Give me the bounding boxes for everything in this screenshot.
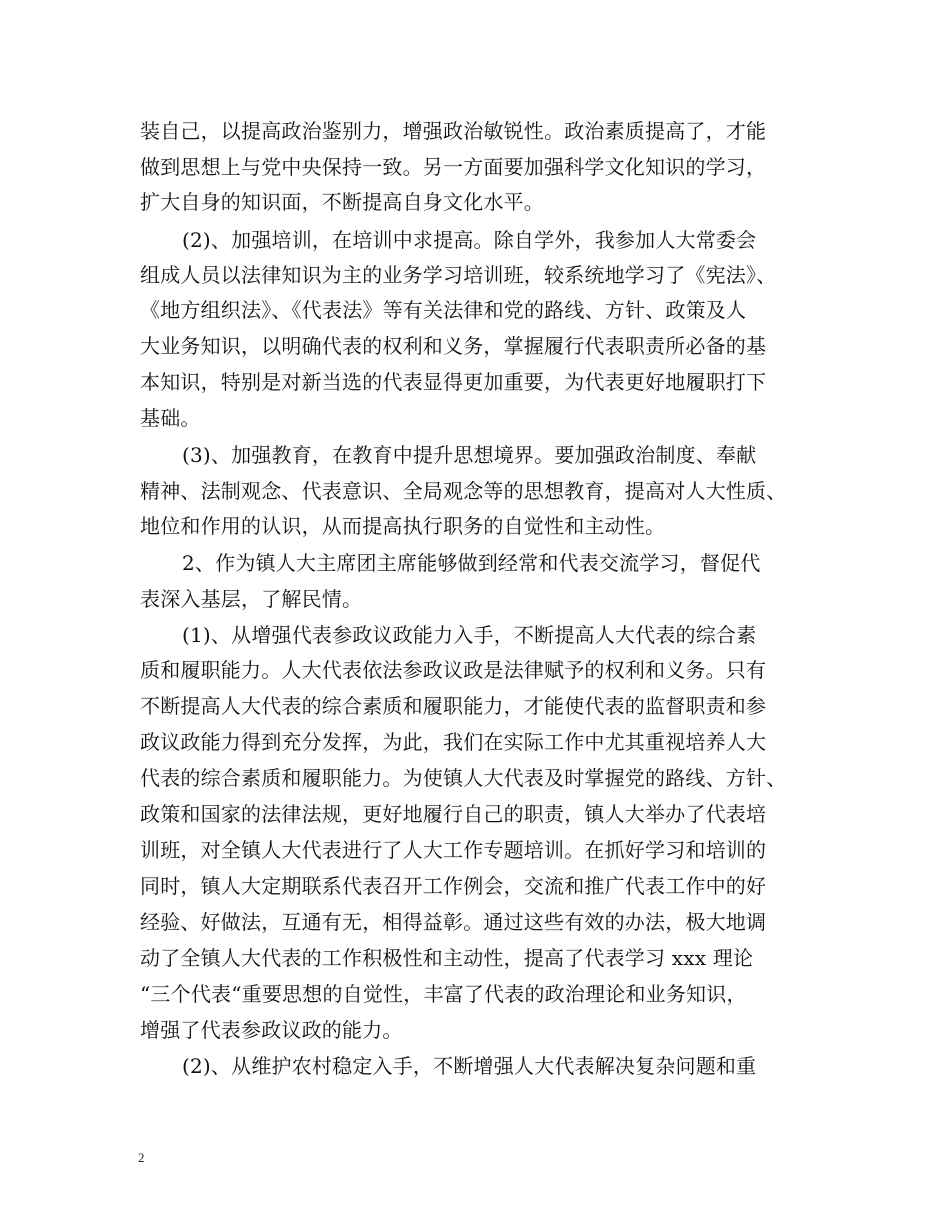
text-line: (1)、从增强代表参政议政能力入手，不断提高人大代表的综合素 — [182, 623, 757, 647]
text-line: (2)、从维护农村稳定入手，不断增强人大代表解决复杂问题和重 — [182, 1054, 757, 1078]
page-number: 2 — [138, 1150, 145, 1165]
text-line: 本知识，特别是对新当选的代表显得更加重要，为代表更好地履职打下 — [140, 370, 767, 394]
text-line: (3)、加强教育，在教育中提升思想境界。要加强政治制度、奉献 — [182, 443, 757, 467]
text-line: 政议政能力得到充分发挥，为此，我们在实际工作中尤其重视培养人大 — [140, 730, 767, 754]
text-line: 地位和作用的认识，从而提高执行职务的自觉性和主动性。 — [140, 514, 666, 538]
text-line: 表深入基层，了解民情。 — [140, 587, 363, 611]
text-line: 组成人员以法律知识为主的业务学习培训班，较系统地学习了《宪法》、 — [140, 263, 777, 287]
text-line: 2、作为镇人大主席团主席能够做到经常和代表交流学习，督促代 — [182, 551, 761, 575]
text-line: 装自己，以提高政治鉴别力，增强政治敏锐性。政治素质提高了，才能 — [140, 119, 767, 143]
text-line: 代表的综合素质和履职能力。为使镇人大代表及时掌握党的路线、方针、 — [140, 766, 787, 790]
text-line: 同时，镇人大定期联系代表召开工作例会，交流和推广代表工作中的好 — [140, 874, 767, 898]
text-line: 做到思想上与党中央保持一致。另一方面要加强科学文化知识的学习， — [140, 155, 767, 179]
text-line: 《地方组织法》、《代表法》等有关法律和党的路线、方针、政策及人 — [140, 298, 747, 322]
text-line: “三个代表“重要思想的自觉性，丰富了代表的政治理论和业务知识， — [140, 982, 747, 1006]
text-line: 扩大自身的知识面，不断提高自身文化水平。 — [140, 190, 544, 214]
text-line: 动了全镇人大代表的工作积极性和主动性，提高了代表学习 xxx 理论 — [140, 946, 754, 970]
text-line: 训班，对全镇人大代表进行了人大工作专题培训。在抓好学习和培训的 — [140, 838, 767, 862]
text-line: 基础。 — [140, 406, 201, 430]
text-line: 大业务知识，以明确代表的权利和义务，掌握履行代表职责所必备的基 — [140, 334, 767, 358]
text-line: 精神、法制观念、代表意识、全局观念等的思想教育，提高对人大性质、 — [140, 479, 787, 503]
text-line: 不断提高人大代表的综合素质和履职能力，才能使代表的监督职责和参 — [140, 694, 767, 718]
text-line: 增强了代表参政议政的能力。 — [140, 1018, 403, 1042]
text-line: 经验、好做法，互通有无，相得益彰。通过这些有效的办法，极大地调 — [140, 910, 767, 934]
text-line: 质和履职能力。人大代表依法参政议政是法律赋予的权利和义务。只有 — [140, 658, 767, 682]
text-line: 政策和国家的法律法规，更好地履行自己的职责，镇人大举办了代表培 — [140, 802, 767, 826]
text-line: (2)、加强培训，在培训中求提高。除自学外，我参加人大常委会 — [182, 228, 757, 252]
